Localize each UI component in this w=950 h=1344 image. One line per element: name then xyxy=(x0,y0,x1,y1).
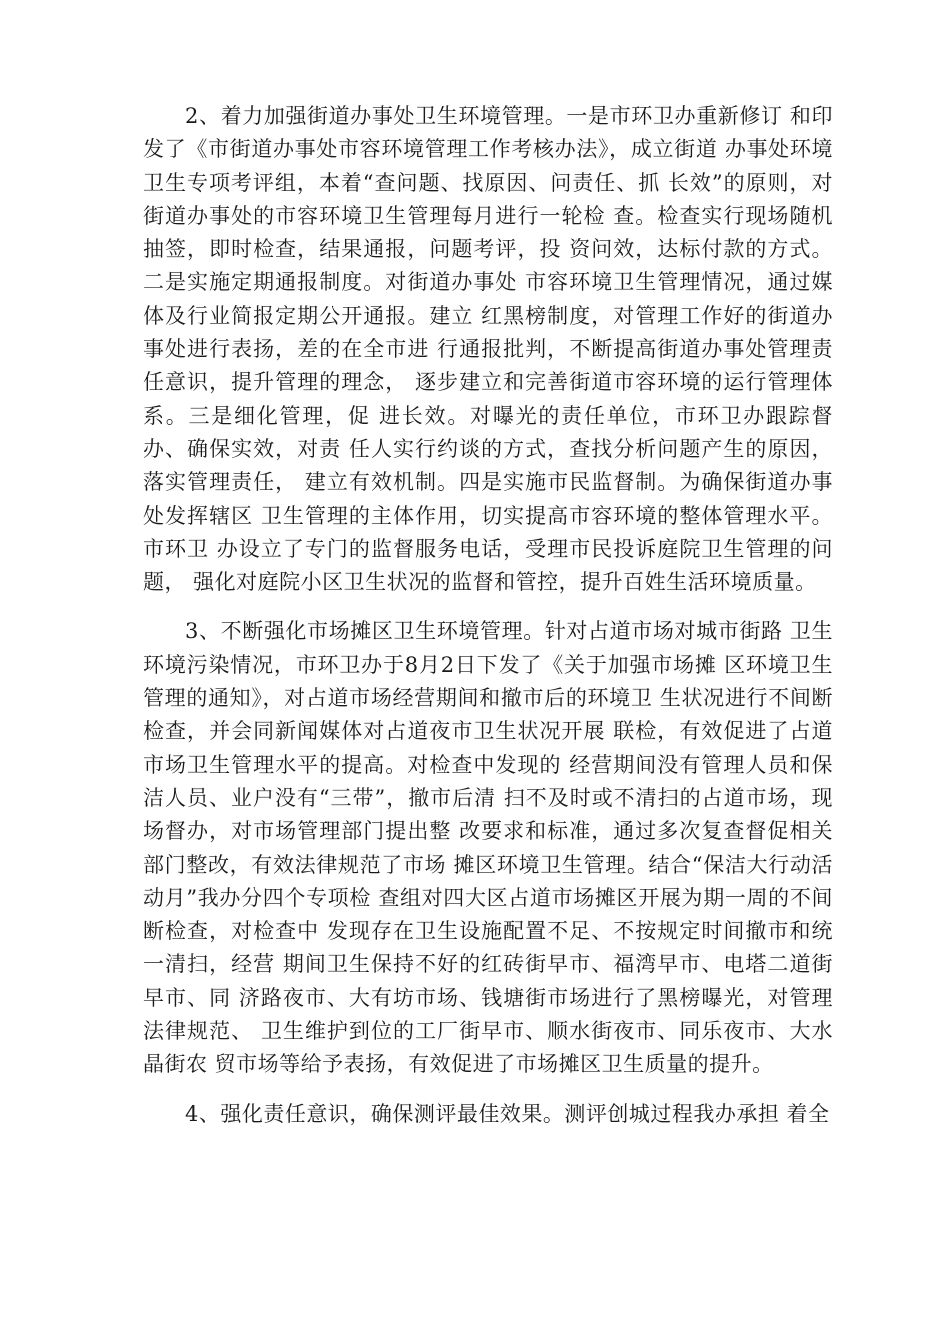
paragraph-responsibility-awareness: 4、强化责任意识，确保测评最佳效果。测评创城过程我办承担 着全 xyxy=(185,1101,830,1126)
document-body xyxy=(143,100,833,1147)
paragraph-street-office-management: 2、着力加强街道办事处卫生环境管理。一是市环卫办重新修订 和印发了《市街道办事处市容环境管理工作考核办法》，成立街道 办事处环境卫生专项考评组，本着“查问题、找原因、问责任、抓 长效”的原则，对街道办事处的市容环境卫生管理每月进行一轮检 查。检查实行现场随机抽签，即时检查，结果通报，问题考评，投 资问效，达标付款的方式。二是实施定期通报制度。对街道办事处 市容环境卫生管理情况，通过媒体及行业简报定期公开通报。建立 红黑榜制度，对管理工作好的街道办事处进行表扬，差的在全市进 行通报批判，不断提高街道办事处管理责任意识，提升管理的理念， 逐步建立和完善街道市容环境的运行管理体系。三是细化管理，促 进长效。对曝光的责任单位，市环卫办跟踪督办、确保实效，对责 任人实行约谈的方式，查找分析问题产生的原因，落实管理责任， 建立有效机制。四是实施市民监督制。为确保街道办事处发挥辖区 卫生管理的主体作用，切实提高市容环境的整体管理水平。市环卫 办设立了专门的监督服务电话，受理市民投诉庭院卫生管理的问题， 强化对庭院小区卫生状况的监督和管控，提升百姓生活环境质量。 xyxy=(143,104,833,595)
paragraph-market-stall-management: 3、不断强化市场摊区卫生环境管理。针对占道市场对城市街路 卫生环境污染情况，市环卫办于8月2日下发了《关于加强市场摊 区环境卫生管理的通知》，对占道市场经营期间和撤市后的环境卫 生状况进行不间断检查，并会同新闻媒体对占道夜市卫生状况开展 联检，有效促进了占道市场卫生管理水平的提高。对检查中发现的 经营期间没有管理人员和保洁人员、业户没有“三带”，撤市后清 扫不及时或不清扫的占道市场，现场督办，对市场管理部门提出整 改要求和标准，通过多次复查督促相关部门整改，有效法律规范了市场 摊区环境卫生管理。结合“保洁大行动活动月”我办分四个专项检 查组对四大区占道市场摊区开展为期一周的不间断检查，对检查中 发现存在卫生设施配置不足、不按规定时间撤市和统一清扫，经营 期间卫生保持不好的红砖街早市、福湾早市、电塔二道街早市、同 济路夜市、大有坊市场、钱塘街市场进行了黑榜曝光，对管理法律规范、 卫生维护到位的工厂街早市、顺水街夜市、同乐夜市、大水晶街农 贸市场等给予表扬，有效促进了市场摊区卫生质量的提升。 xyxy=(143,619,833,1077)
